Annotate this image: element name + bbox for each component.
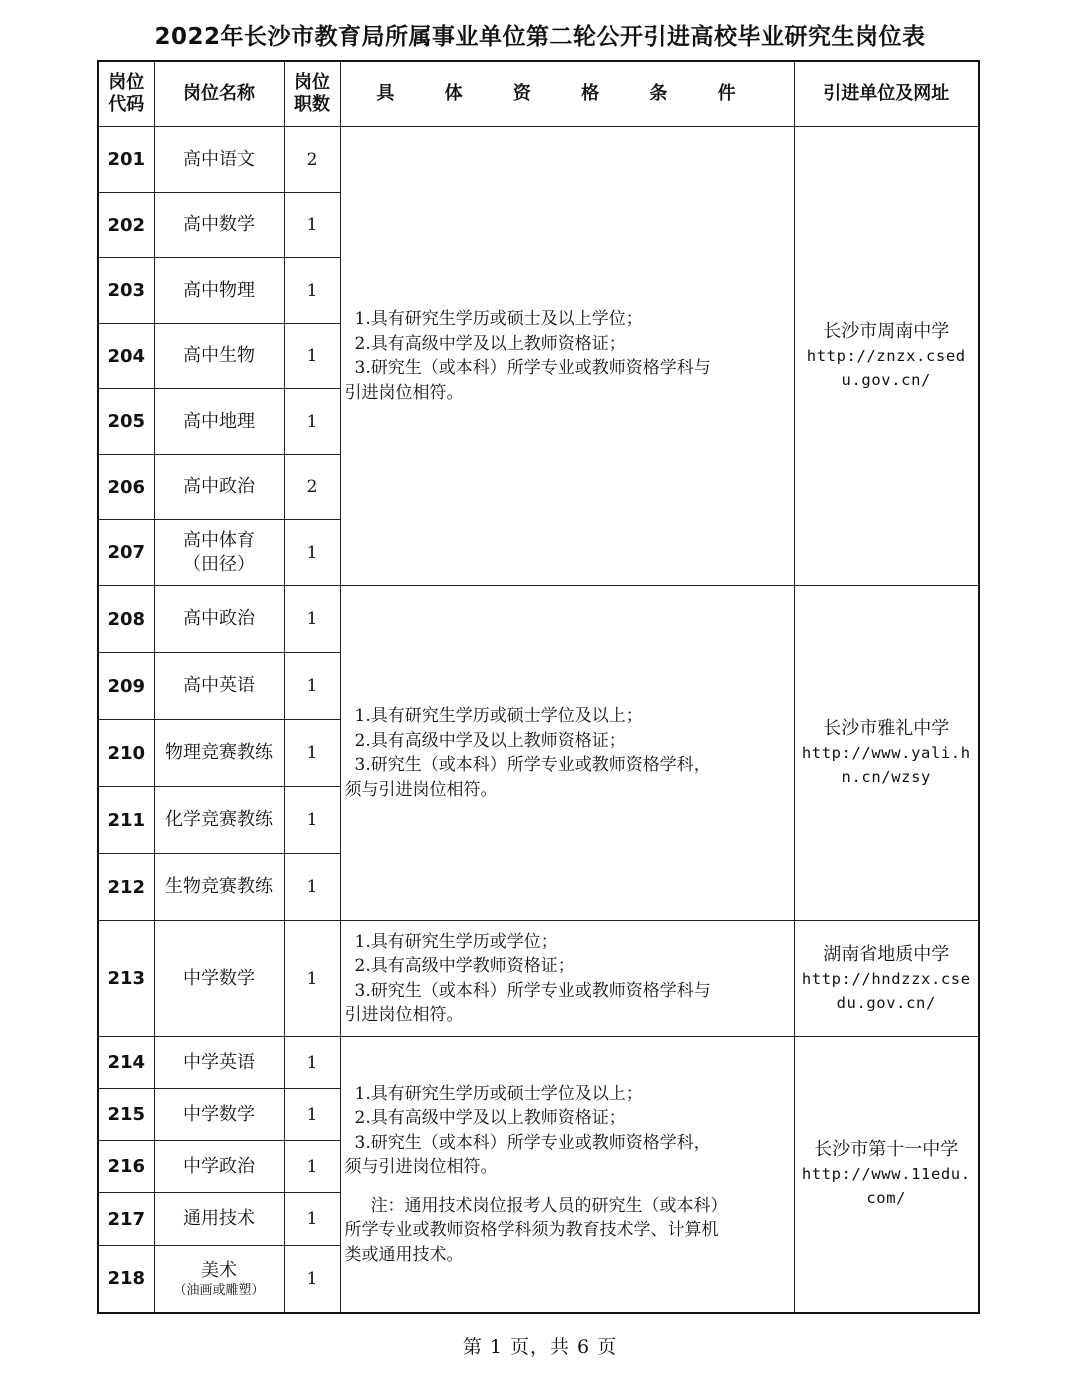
unit-name: 长沙市第十一中学 xyxy=(814,1139,959,1161)
condition-line: 2.具有高级中学及以上教师资格证； xyxy=(354,333,626,354)
position-count: 1 xyxy=(284,787,340,854)
position-count: 1 xyxy=(284,389,340,455)
position-count: 1 xyxy=(284,1141,340,1193)
position-code: 206 xyxy=(98,455,154,520)
position-code: 208 xyxy=(98,586,154,653)
position-count: 1 xyxy=(284,520,340,586)
position-name-cell xyxy=(154,1089,284,1141)
position-count: 1 xyxy=(284,720,340,787)
qualification-conditions xyxy=(340,586,794,921)
table-header-row xyxy=(98,61,979,127)
position-code: 211 xyxy=(98,787,154,854)
position-name-cell xyxy=(154,193,284,258)
condition-line: 2.具有高级中学教师资格证； xyxy=(354,956,575,976)
position-name-cell xyxy=(154,520,284,586)
unit-website-link[interactable]: http://www.11edu.com/ xyxy=(801,1165,971,1208)
position-name: 中学数学 xyxy=(183,1103,255,1125)
condition-line: 3.研究生（或本科）所学专业或教师资格学科与 xyxy=(354,980,711,1001)
position-name-cell xyxy=(154,586,284,653)
condition-line: 3.研究生（或本科）所学专业或教师资格学科， xyxy=(354,1132,711,1153)
position-count: 1 xyxy=(284,586,340,653)
position-code: 212 xyxy=(98,854,154,921)
position-count: 2 xyxy=(284,455,340,520)
position-name: 通用技术 xyxy=(183,1208,255,1229)
hiring-unit xyxy=(794,127,979,586)
position-code: 218 xyxy=(98,1246,154,1313)
condition-line: 1.具有研究生学历或硕士及以上学位； xyxy=(354,309,643,329)
position-name-note: （田径） xyxy=(183,553,255,575)
position-code: 207 xyxy=(98,520,154,586)
unit-website-link[interactable]: http://hndzzx.csedu.gov.cn/ xyxy=(801,969,971,1012)
header-conditions: 具 体 资 格 条 件 xyxy=(340,61,794,127)
unit-name: 长沙市周南中学 xyxy=(823,321,950,342)
position-count: 1 xyxy=(284,1089,340,1141)
position-count: 1 xyxy=(284,1246,340,1313)
position-name-cell xyxy=(154,389,284,455)
table-body xyxy=(98,127,979,1313)
position-code: 214 xyxy=(98,1037,154,1089)
position-code: 205 xyxy=(98,389,154,455)
condition-line: 2.具有高级中学及以上教师资格证； xyxy=(354,730,626,751)
position-code: 216 xyxy=(98,1141,154,1193)
position-name: 中学数学 xyxy=(183,967,255,989)
position-name-cell xyxy=(154,127,284,193)
position-count: 1 xyxy=(284,1037,340,1089)
position-count: 1 xyxy=(284,193,340,258)
position-code: 210 xyxy=(98,720,154,787)
position-name: 高中英语 xyxy=(183,675,255,696)
unit-website-link[interactable]: http://znzx.csedu.gov.cn/ xyxy=(806,347,966,389)
condition-line: 2.具有高级中学及以上教师资格证； xyxy=(354,1108,626,1128)
position-name: 高中政治 xyxy=(183,476,255,497)
header-unit: 引进单位及网址 xyxy=(794,61,979,127)
hiring-unit xyxy=(794,586,979,921)
condition-line: 3.研究生（或本科）所学专业或教师资格学科， xyxy=(354,755,711,775)
table-row xyxy=(98,127,979,193)
position-code: 204 xyxy=(98,324,154,389)
position-name-note: （油画或雕塑） xyxy=(173,1282,265,1298)
position-name-cell xyxy=(154,1037,284,1089)
position-count: 1 xyxy=(284,921,340,1037)
position-name-cell xyxy=(154,1246,284,1313)
position-name: 高中体育 xyxy=(183,529,255,551)
page-title: 2022年长沙市教育局所属事业单位第二轮公开引进高校毕业研究生岗位表 xyxy=(154,24,926,50)
header-code: 岗位代码 xyxy=(98,61,154,127)
position-name: 高中语文 xyxy=(183,148,255,170)
hiring-unit xyxy=(794,1037,979,1313)
unit-name: 湖南省地质中学 xyxy=(823,943,950,965)
qualification-conditions xyxy=(340,127,794,586)
position-name-cell xyxy=(154,854,284,921)
position-name-cell xyxy=(154,921,284,1037)
position-code: 213 xyxy=(98,921,154,1037)
position-code: 209 xyxy=(98,653,154,720)
hiring-unit xyxy=(794,921,979,1037)
position-name: 物理竞赛教练 xyxy=(165,742,273,763)
table-row xyxy=(98,586,979,653)
condition-line: 1.具有研究生学历或硕士学位及以上； xyxy=(354,706,643,726)
condition-line: 须与引进岗位相符。 xyxy=(344,1157,498,1177)
note-line: 类或通用技术。 xyxy=(344,1244,464,1265)
position-name: 美术 xyxy=(201,1259,237,1281)
position-name: 中学政治 xyxy=(183,1155,255,1177)
position-name-cell xyxy=(154,1193,284,1246)
unit-name: 长沙市雅礼中学 xyxy=(823,718,950,739)
note-line: 注：通用技术岗位报考人员的研究生（或本科） xyxy=(370,1195,728,1216)
header-count: 岗位职数 xyxy=(284,61,340,127)
table-row xyxy=(98,1037,979,1089)
position-code: 202 xyxy=(98,193,154,258)
position-name: 化学竞赛教练 xyxy=(165,809,273,830)
note-line: 所学专业或教师资格学科须为教育技术学、计算机 xyxy=(344,1220,719,1240)
condition-line: 3.研究生（或本科）所学专业或教师资格学科与 xyxy=(354,358,711,378)
position-count: 1 xyxy=(284,653,340,720)
header-name: 岗位名称 xyxy=(154,61,284,127)
qualification-conditions xyxy=(340,1037,794,1313)
position-code: 203 xyxy=(98,258,154,324)
position-code: 201 xyxy=(98,127,154,193)
note-spacer xyxy=(345,1180,788,1194)
position-count: 2 xyxy=(284,127,340,193)
position-count: 1 xyxy=(284,324,340,389)
position-name-cell xyxy=(154,787,284,854)
qualification-conditions xyxy=(340,921,794,1037)
condition-line: 1.具有研究生学历或硕士学位及以上； xyxy=(354,1083,643,1104)
position-name: 高中物理 xyxy=(183,279,255,301)
position-name-cell xyxy=(154,1141,284,1193)
condition-line: 引进岗位相符。 xyxy=(344,1005,464,1025)
position-name-cell xyxy=(154,324,284,389)
position-code: 215 xyxy=(98,1089,154,1141)
condition-line: 须与引进岗位相符。 xyxy=(344,779,498,800)
position-name: 高中生物 xyxy=(183,345,255,366)
position-code: 217 xyxy=(98,1193,154,1246)
position-name: 高中政治 xyxy=(183,608,255,629)
position-count: 1 xyxy=(284,1193,340,1246)
condition-line: 1.具有研究生学历或学位； xyxy=(354,931,558,952)
positions-table xyxy=(97,60,980,1314)
position-count: 1 xyxy=(284,258,340,324)
position-name-cell xyxy=(154,258,284,324)
position-name-cell xyxy=(154,653,284,720)
position-name-cell xyxy=(154,720,284,787)
position-name-cell xyxy=(154,455,284,520)
position-name: 高中地理 xyxy=(183,410,255,432)
position-name: 生物竞赛教练 xyxy=(165,876,273,897)
condition-line: 引进岗位相符。 xyxy=(344,382,464,403)
page-footer: 第 1 页，共 6 页 xyxy=(462,1336,618,1358)
unit-website-link[interactable]: http://www.yali.hn.cn/wzsy xyxy=(801,744,971,786)
position-name: 高中数学 xyxy=(183,214,255,235)
position-count: 1 xyxy=(284,854,340,921)
table-row xyxy=(98,921,979,1037)
position-name: 中学英语 xyxy=(183,1051,255,1073)
